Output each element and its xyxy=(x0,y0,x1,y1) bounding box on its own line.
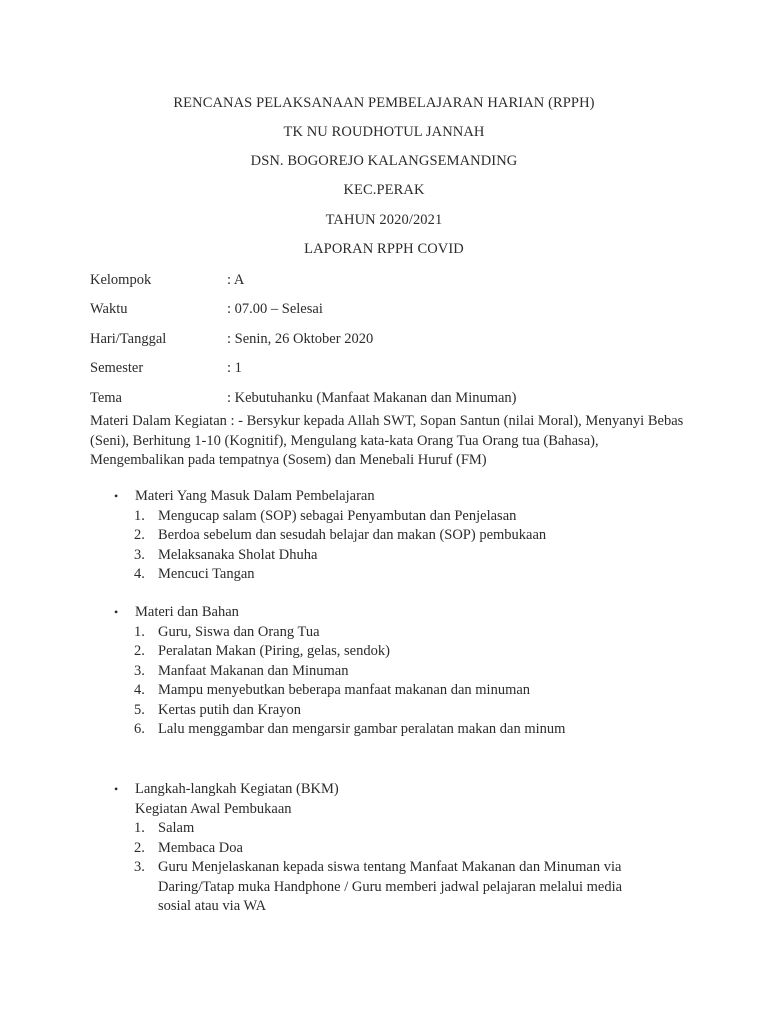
info-value: : 1 xyxy=(227,360,242,376)
list-item xyxy=(90,546,710,566)
academic-year: TAHUN 2020/2021 xyxy=(325,212,443,228)
materi-kegiatan-paragraph: Materi Dalam Kegiatan : - Bersykur kepada Allah SWT, Sopan Santun (nilai Moral), Menyanyi Bebas (Seni), Berhitung 1-10 (Kognitif), Mengulang kata-kata Orang Tua Orang tua (Bahasa), Mengembalikan pada tempatnya (Sosem) dan Menebali Huruf (FM) xyxy=(90,413,684,468)
info-row-kelompok xyxy=(90,271,710,289)
list-item xyxy=(90,681,710,701)
section-heading xyxy=(90,603,710,623)
list-item-text: Kertas putih dan Krayon xyxy=(158,701,301,718)
list-number: 3. xyxy=(134,859,145,875)
list-number: 6. xyxy=(134,721,145,737)
list-number: 4. xyxy=(134,682,145,698)
info-value: : 07.00 – Selesai xyxy=(227,301,323,317)
list-number: 3. xyxy=(134,662,145,679)
info-row-waktu xyxy=(90,300,710,318)
list-number: 1. xyxy=(134,623,145,640)
sub-heading-kegiatan-awal: Kegiatan Awal Pembukaan xyxy=(135,800,292,817)
document-title: RENCANAS PELAKSANAAN PEMBELAJARAN HARIAN (RPPH) xyxy=(173,95,595,111)
list-item-text: Mengucap salam (SOP) sebagai Penyambutan dan Penjelasan xyxy=(158,507,517,524)
bullet-icon: • xyxy=(114,782,119,796)
list-item-text: Guru Menjelaskanan kepada siswa tentang Manfaat Makanan dan Minuman via Daring/Tatap muka Handphone / Guru memberi jadwal pelajaran melalui media sosial atau via WA xyxy=(158,859,623,914)
section-title: Materi dan Bahan xyxy=(135,604,239,620)
info-label: Waktu xyxy=(90,301,128,317)
info-label: Hari/Tanggal xyxy=(90,331,167,347)
list-number: 5. xyxy=(134,701,145,718)
list-number: 2. xyxy=(134,527,145,543)
bullet-icon: • xyxy=(114,605,119,619)
section-materi-pembelajaran xyxy=(90,487,710,585)
info-label: Semester xyxy=(90,360,144,376)
list-item-text: Peralatan Makan (Piring, gelas, sendok) xyxy=(158,643,390,659)
info-label: Kelompok xyxy=(90,272,152,288)
info-row-semester xyxy=(90,359,710,377)
bullet-icon: • xyxy=(114,489,119,503)
school-district: KEC.PERAK xyxy=(343,182,425,198)
list-item-text: Manfaat Makanan dan Minuman xyxy=(158,662,349,679)
list-item-text: Membaca Doa xyxy=(158,839,243,856)
list-number: 2. xyxy=(134,643,145,659)
list-item xyxy=(90,526,710,546)
list-item xyxy=(90,839,710,859)
list-item-text: Mampu menyebutkan beberapa manfaat makanan dan minuman xyxy=(158,682,531,698)
info-value: : Kebutuhanku (Manfaat Makanan dan Minuman) xyxy=(227,390,517,406)
list-item-text: Lalu menggambar dan mengarsir gambar peralatan makan dan minum xyxy=(158,721,566,737)
list-number: 2. xyxy=(134,839,145,856)
list-number: 3. xyxy=(134,546,145,563)
list-item-text: Mencuci Tangan xyxy=(158,566,255,582)
section-materi-bahan xyxy=(90,603,710,740)
school-address: DSN. BOGOREJO KALANGSEMANDING xyxy=(250,153,518,169)
list-number: 1. xyxy=(134,820,145,836)
info-value: : A xyxy=(227,272,245,288)
list-item-text: Guru, Siswa dan Orang Tua xyxy=(158,623,320,640)
list-item xyxy=(90,507,710,527)
info-value: : Senin, 26 Oktober 2020 xyxy=(227,331,374,347)
section-title: Langkah-langkah Kegiatan (BKM) xyxy=(135,781,339,797)
list-item-text: Berdoa sebelum dan sesudah belajar dan makan (SOP) pembukaan xyxy=(158,527,547,543)
list-item xyxy=(90,662,710,682)
info-row-tema xyxy=(90,389,710,407)
report-subtitle: LAPORAN RPPH COVID xyxy=(304,241,464,257)
section-heading xyxy=(90,780,710,800)
info-row-hari-tanggal xyxy=(90,330,710,348)
list-item xyxy=(90,565,710,585)
section-title: Materi Yang Masuk Dalam Pembelajaran xyxy=(135,488,375,504)
list-item-text: Salam xyxy=(158,820,195,836)
section-langkah-kegiatan xyxy=(90,780,710,917)
list-item xyxy=(90,819,710,839)
list-number: 4. xyxy=(134,566,145,582)
list-item xyxy=(90,623,710,643)
info-label: Tema xyxy=(90,390,122,406)
list-item xyxy=(90,720,710,740)
school-name: TK NU ROUDHOTUL JANNAH xyxy=(283,124,485,140)
section-heading xyxy=(90,487,710,507)
list-item xyxy=(90,701,710,721)
list-item xyxy=(90,642,710,662)
list-item-text: Melaksanaka Sholat Dhuha xyxy=(158,546,318,563)
list-number: 1. xyxy=(134,507,145,524)
list-item xyxy=(90,858,710,917)
